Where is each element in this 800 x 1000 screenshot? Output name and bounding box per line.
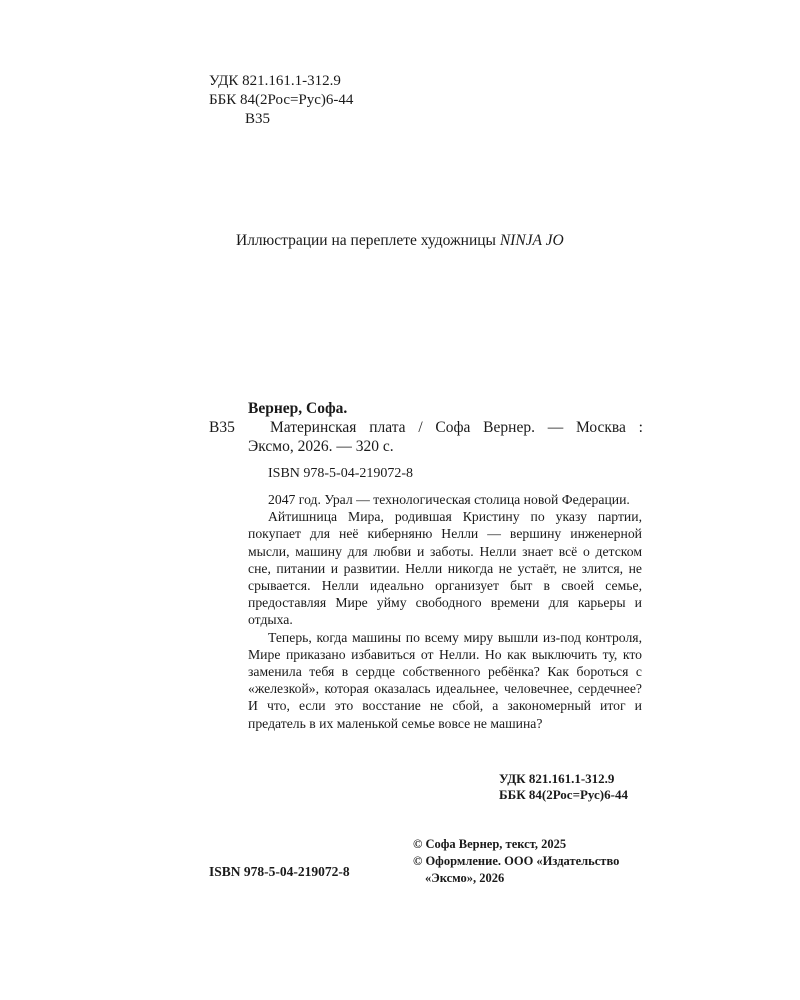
bbk-code-bottom: ББК 84(2Рос=Рус)6-44: [499, 787, 628, 802]
copyright-design: © Оформление. ООО «Издательство «Эксмо», 2026: [413, 854, 620, 885]
annotation-paragraph: Теперь, когда машины по всему миру вышли из-под контроля, Мире приказано избавиться от Нелли. Но как выключить ту, кто заменила тебя в сердце собственного ребёнка? Как бороться с «железкой», которая оказалась идеальнее, человечнее, сердечнее? И что, если это восстание не сбой, а закономерный итог и предатель в их маленькой семье вовсе не машина?: [248, 629, 642, 731]
copyright-text: © Софа Вернер, текст, 2025: [413, 837, 567, 851]
title-statement: [248, 418, 643, 456]
annotation-paragraph: 2047 год. Урал — технологическая столица новой Федерации.: [268, 492, 630, 507]
copyright-block: [413, 836, 645, 887]
author-sign-top: В35: [245, 111, 271, 127]
isbn-bottom: ISBN 978-5-04-219072-8: [209, 864, 350, 879]
author-sign-mid: В35: [209, 419, 235, 436]
illustrations-artist: NINJA JO: [499, 232, 564, 249]
author-heading: Вернер, Софа.: [248, 400, 348, 417]
annotation-paragraph: Айтишница Мира, родившая Кристину по указу партии, покупает для неё киберняню Нелли — вершину инженерной мысли, машину для любви и заботы. Нелли знает всё о детском сне, питании и развитии. Нелли никогда не устаёт, не злится, не срывается. Нелли идеально организует быт в своей семье, предоставляя Мире уйму свободного времени для карьеры и отдыха.: [248, 509, 642, 628]
illustrations-credit: [236, 232, 564, 250]
bbk-code-top: ББК 84(2Рос=Рус)6-44: [209, 92, 354, 108]
udk-code-bottom: УДК 821.161.1-312.9: [499, 771, 615, 786]
udk-code-top: УДК 821.161.1-312.9: [209, 73, 341, 89]
title-line-2: Эксмо, 2026. — 320 с.: [248, 438, 394, 455]
illustrations-text: Иллюстрации на переплете художницы: [236, 232, 500, 249]
annotation: [248, 491, 642, 732]
title-line-1: Материнская плата / Софа Вернер. — Москва :: [270, 419, 643, 436]
isbn-entry: ISBN 978-5-04-219072-8: [268, 466, 414, 481]
